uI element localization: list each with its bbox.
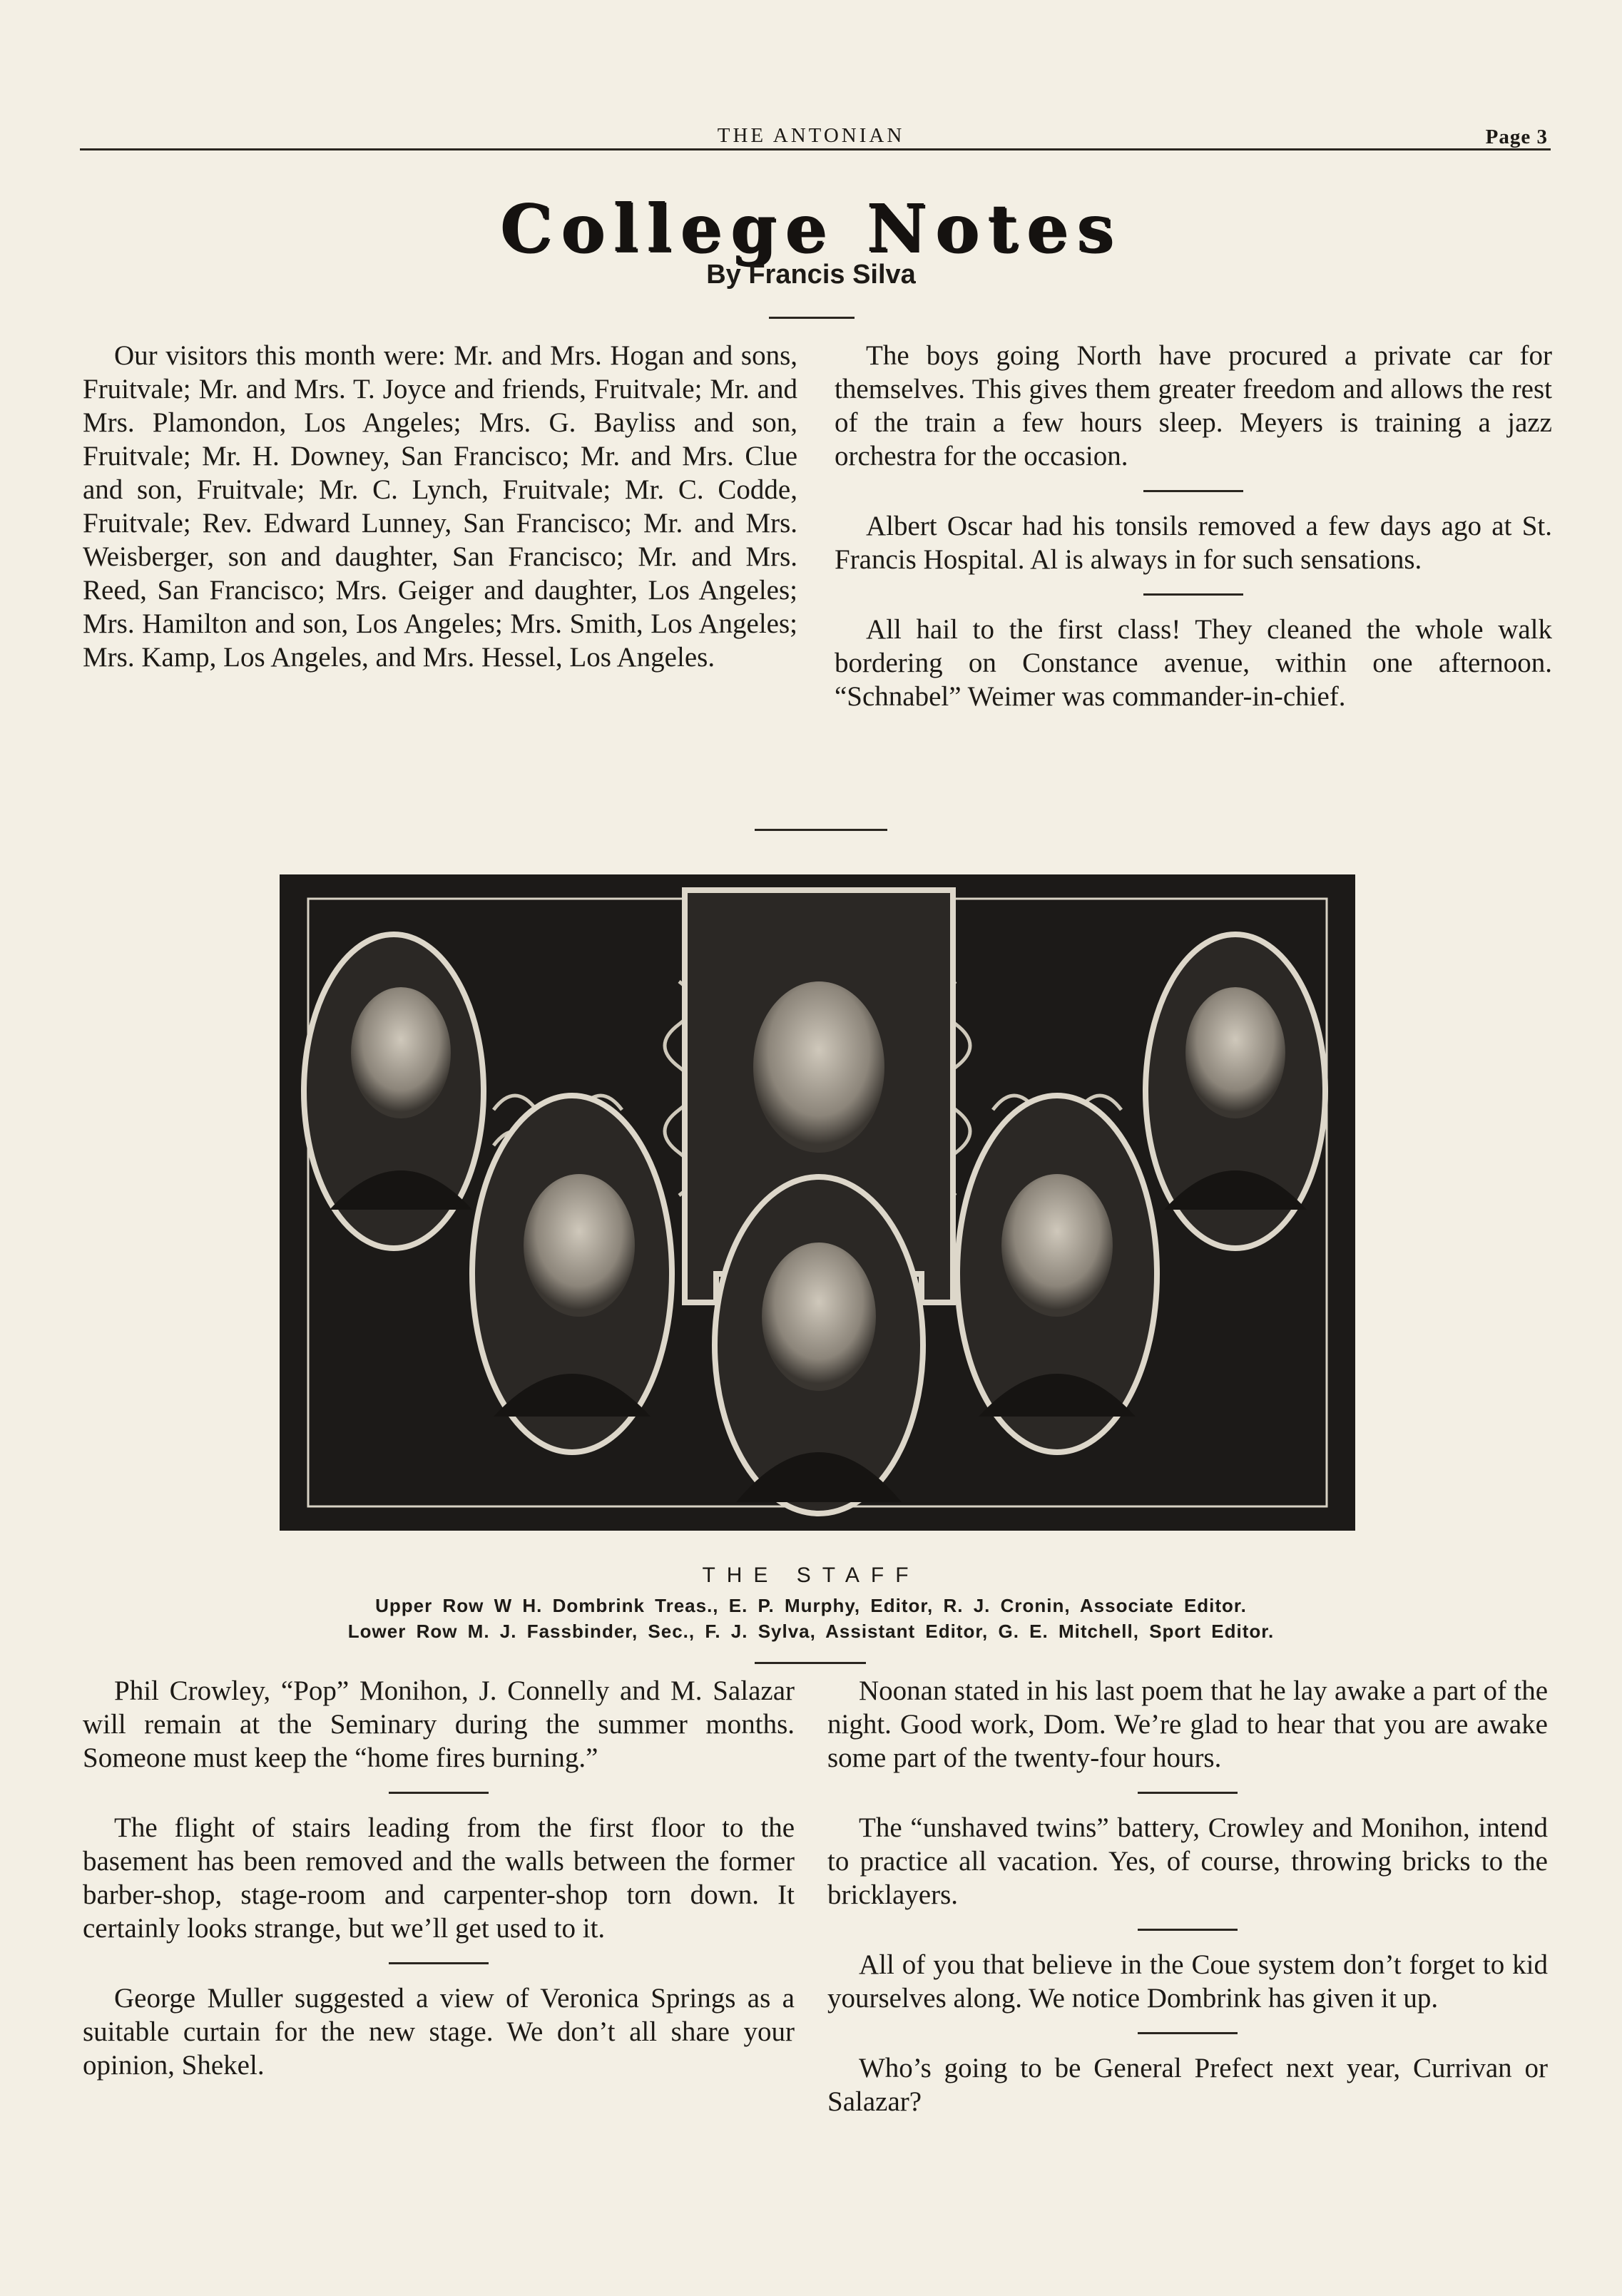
noonan-paragraph: Noonan stated in his last poem that he lay awake a part of the night. Good work, Dom. We’re glad to hear that you are awake some part of the twenty-four hours.	[827, 1675, 1548, 1773]
running-head: THE ANTONIAN	[717, 124, 905, 147]
coue-paragraph: All of you that believe in the Coue system don’t forget to kid yourselves along. We notice Dombrink has given it up.	[827, 1949, 1548, 2014]
summer-stay-paragraph: Phil Crowley, “Pop” Monihon, J. Connelly and M. Salazar will remain at the Seminary during the summer months. Someone must keep the “home fires burning.”	[83, 1675, 795, 1773]
divider	[389, 1792, 489, 1794]
prefect-paragraph: Who’s going to be General Prefect next year, Currivan or Salazar?	[827, 2053, 1548, 2117]
divider	[389, 1962, 489, 1964]
divider	[1138, 1929, 1238, 1931]
divider	[1143, 593, 1243, 596]
top-left-column	[83, 339, 797, 674]
stairs-paragraph: The flight of stairs leading from the first floor to the basement has been removed and the walls between the former barber-shop, stage-room and carpenter-shop torn down. It certainly looks strange, but we’ll get used to it.	[83, 1812, 795, 1944]
caption-upper-row: Upper Row W H. Dombrink Treas., E. P. Murphy, Editor, R. J. Cronin, Associate Editor.	[375, 1595, 1247, 1616]
divider	[1143, 490, 1243, 492]
caption-divider	[755, 1662, 866, 1664]
portrait-cronin	[1146, 934, 1325, 1248]
portrait-dombrink	[304, 934, 484, 1248]
first-class-paragraph: All hail to the first class! They cleaned the whole walk bordering on Constance avenue, within one afternoon. “Schnabel” Weimer was commander-in-chief.	[835, 614, 1552, 712]
divider	[1138, 2032, 1238, 2034]
top-right-column	[835, 339, 1552, 713]
byline: By Francis Silva	[706, 260, 916, 290]
page-number: Page 3	[1485, 126, 1548, 148]
header-rule	[80, 148, 1551, 150]
caption-lower-row: Lower Row M. J. Fassbinder, Sec., F. J. Sylva, Assistant Editor, G. E. Mitchell, Sport Editor.	[347, 1621, 1275, 1642]
portrait-fassbinder	[472, 1096, 672, 1452]
bottom-left-column	[83, 1674, 795, 2082]
portrait-mitchell	[957, 1096, 1157, 1452]
visitors-paragraph: Our visitors this month were: Mr. and Mrs. Hogan and sons, Fruitvale; Mr. and Mrs. T. Joyce and friends, Fruitvale; Mr. and Mrs. Plamondon, Los Angeles; Mrs. G. Bayliss and son, Fruitvale; Mr. H. Downey, San Francisco; Mr. and Mrs. Clue and son, Fruitvale; Mr. C. Lynch, Fruitvale; Mr. C. Codde, Fruitvale; Rev. Edward Lunney, San Francisco; Mr. and Mrs. Weisberger, son and daughter, San Francisco; Mr. and Mrs. Reed, San Francisco; Mrs. Geiger and daughter, Los Angeles; Mrs. Hamilton and son, Los Angeles; Mrs. Smith, Los Angeles; Mrs. Kamp, Los Angeles, and Mrs. Hessel, Los Angeles.	[83, 340, 797, 673]
tonsils-paragraph: Albert Oscar had his tonsils removed a few days ago at St. Francis Hospital. Al is always in for such sensations.	[835, 511, 1552, 575]
staff-photo	[280, 874, 1355, 1531]
curtain-paragraph: George Muller suggested a view of Veronica Springs as a suitable curtain for the new stage. We don’t all share your opinion, Shekel.	[83, 1983, 795, 2081]
caption-title: THE STAFF	[702, 1563, 920, 1587]
portrait-sylva	[715, 1177, 923, 1514]
twins-paragraph: The “unshaved twins” battery, Crowley and Monihon, intend to practice all vacation. Yes, of course, throwing bricks to the bricklayers.	[827, 1812, 1548, 1910]
bottom-right-column	[827, 1674, 1548, 2118]
divider	[1138, 1792, 1238, 1794]
section-divider	[755, 829, 887, 831]
staff-photo-composite	[280, 874, 1355, 1531]
title-divider	[769, 317, 855, 319]
page-title: College Notes	[499, 190, 1123, 267]
north-trip-paragraph: The boys going North have procured a private car for themselves. This gives them greater freedom and allows the rest of the train a few hours sleep. Meyers is training a jazz orchestra for the occasion.	[835, 340, 1552, 471]
